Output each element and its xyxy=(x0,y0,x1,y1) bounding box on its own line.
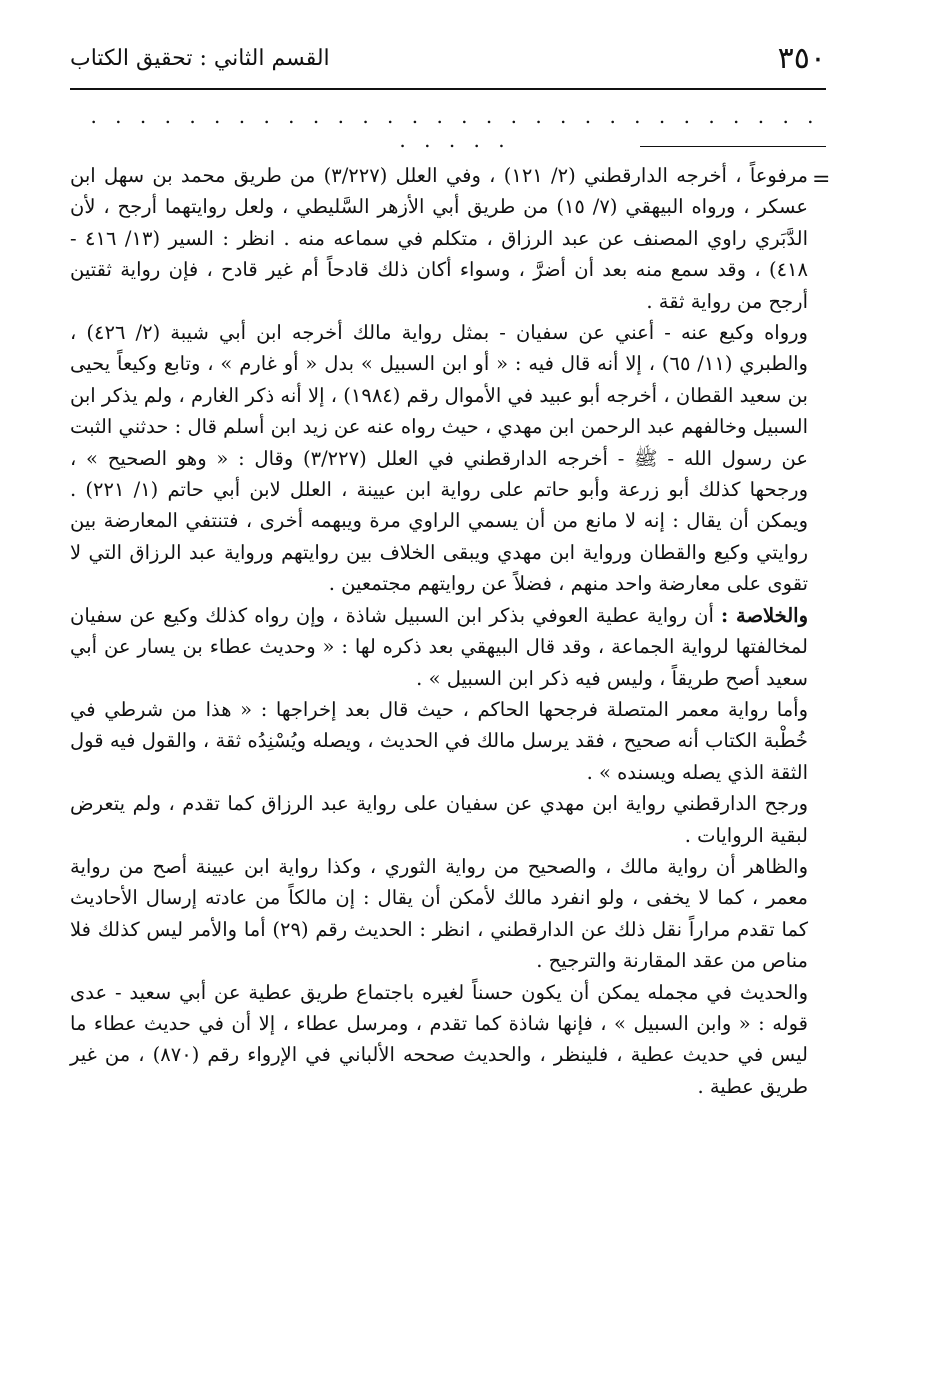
continuation-mark: = xyxy=(812,167,831,192)
paragraph-7: والحديث في مجمله يمكن أن يكون حسناً لغيره باجتماع طريق عطية عن أبي سعيد - عدى قوله : « وابن السبيل » ، فإنها شاذة كما تقدم ، ومرسل عطاء ، إلا أن في حديث عطاء ما ليس في حديث عطية ، فلينظر ، والحديث صححه الألباني في الإرواء رقم (٨٧٠) ، من غير طريق عطية . xyxy=(70,980,808,1098)
footnote-body xyxy=(70,160,808,1102)
separator-dots: . . . . . . . . . . . . . . . . . . . . . . . . . . . . . . . . . . . xyxy=(90,104,820,152)
paragraph-5: ورجح الدارقطني رواية ابن مهدي عن سفيان على رواية عبد الرزاق كما تقدم ، ولم يتعرض لبقية الروايات . xyxy=(70,792,808,847)
running-title: القسم الثاني : تحقيق الكتاب xyxy=(70,46,330,71)
page-header xyxy=(70,36,826,86)
paragraph-1: مرفوعاً ، أخرجه الدارقطني (٢/ ١٢١) ، وفي العلل (٣/٢٢٧) من طريق محمد بن سهل ابن عسكر ، ورواه البيهقي (٧/ ١٥) من طريق أبي الأزهر السَّليطي ، ولعل روايتهما أرجح ، لأن الدَّبَري راوي المصنف عن عبد الرزاق ، متكلم في سماعه منه . انظر : السير (١٣/ ٤١٦ - ٤١٨) ، وقد سمع منه بعد أن أضرَّ ، وسواء أكان ذلك قادحاً أم غير قادح ، فإن رواية ثقتين أرجح من رواية ثقة . xyxy=(70,164,808,313)
page-number: ٣٥٠ xyxy=(777,41,826,76)
header-rule xyxy=(70,88,826,90)
summary-lead: والخلاصة : xyxy=(721,603,809,627)
paragraph-6: والظاهر أن رواية مالك ، والصحيح من رواية الثوري ، وكذا رواية ابن عيينة أصح من رواية معمر ، كما لا يخفى ، ولو انفرد مالك لأمكن أن يقال : إن مالكاً من عادته إرسال الأحاديث كما تقدم مراراً نقل ذلك عن الدارقطني ، انظر : الحديث رقم (٢٩) أما والأمر ليس كذلك فلا مناص من عقد المقارنة والترجيح . xyxy=(70,854,809,973)
footnote-rule xyxy=(640,146,826,147)
paragraph-4: وأما رواية معمر المتصلة فرجحها الحاكم ، حيث قال بعد إخراجها : « هذا من شرطي في خُطْبة الكتاب أنه صحيح ، فقد يرسل مالك في الحديث ، ويصله ويُسْنِدُه ثقة ، والقول فيه قول الثقة الذي يصله ويسنده » . xyxy=(70,697,808,784)
paragraph-2: ورواه وكيع عنه - أعني عن سفيان - بمثل رواية مالك أخرجه ابن أبي شيبة (٢/ ٤٢٦) ، والطبري (١١/ ٦٥) ، إلا أنه قال فيه : « أو ابن السبيل » بدل « أو غارم » ، وتابع وكيعاً يحيى بن سعيد القطان ، أخرجه أبو عبيد في الأموال رقم (١٩٨٤) ، إلا أنه ذكر الغارم ، ولم يذكر ابن السبيل وخالفهم عبد الرحمن ابن مهدي ، حيث رواه عنه عن زيد ابن أسلم قال : حدثني الثبت عن رسول الله - ﷺ - أخرجه الدارقطني في العلل (٣/٢٢٧) وقال : « وهو الصحيح » ، ورجحها كذلك أبو زرعة وأبو حاتم على رواية ابن عيينة ، العلل لابن أبي حاتم (١/ ٢٢١) . ويمكن أن يقال : إنه لا مانع من أن يسمي الراوي مرة ويبهمه أخرى ، فتنتفي المعارضة بين روايتي وكيع والقطان ورواية ابن مهدي ويبقى الخلاف بين روايتهم ورواية عبد الرزاق التي لا تقوى على معارضة واحد منهم ، فضلاً عن روايتهم مجتمعين . xyxy=(70,321,808,596)
paragraph-3: والخلاصة : أن رواية عطية العوفي بذكر ابن السبيل شاذة ، وإن رواه كذلك وكيع عن سفيان لمخالفتها لرواية الجماعة ، وقد قال البيهقي بعد ذكره لها : « وحديث عطاء بن يسار عن أبي سعيد أصح طريقاً ، وليس فيه ذكر ابن السبيل » . xyxy=(70,603,809,690)
